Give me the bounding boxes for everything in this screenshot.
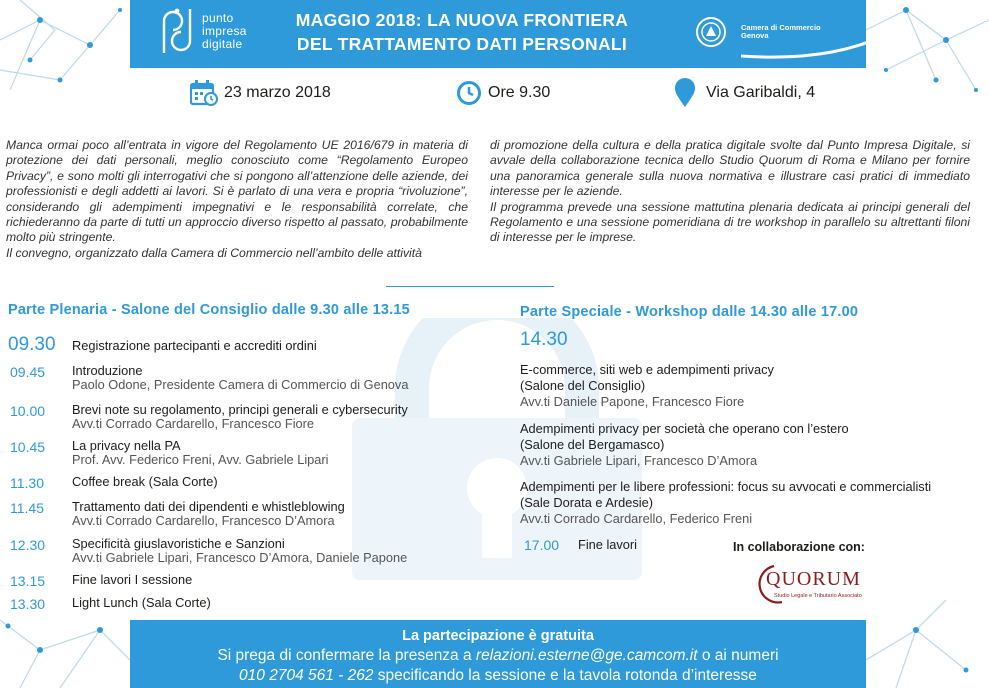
agenda-time: 13.15 [10, 573, 46, 589]
footer-rsvp-line [130, 646, 866, 666]
circuit-decoration-bottom-right [866, 600, 989, 688]
workshop-title: Adempimenti privacy per società che operano con l’estero [520, 421, 849, 436]
intro-right-column [490, 138, 970, 246]
agenda-time: 13.30 [10, 596, 46, 612]
camera-di-commercio-logo [695, 16, 821, 48]
agenda-item [8, 596, 211, 612]
agenda-title: Coffee break (Sala Corte) [72, 474, 218, 489]
agenda-title: Trattamento dati dei dipendenti e whistleblowing [72, 499, 345, 514]
location-pin-icon [674, 78, 696, 108]
punto-impresa-digitale-logo [160, 7, 247, 55]
workshop-item [520, 421, 849, 469]
quorum-name: QUORUM [766, 568, 861, 590]
page-title-line-2: DEL TRATTAMENTO DATI PERSONALI [296, 34, 628, 54]
agenda-time: 09.30 [8, 334, 56, 355]
quorum-tagline: Studio Legale e Tributario Associato [774, 593, 862, 599]
agenda-time: 11.45 [10, 500, 44, 516]
circuit-decoration-top-left [0, 0, 130, 100]
agenda-title: Specificità giuslavoristiche e Sanzioni [72, 536, 285, 551]
agenda-time: 10.00 [10, 403, 46, 419]
agenda-time: 10.45 [10, 439, 46, 455]
event-location-text: Via Garibaldi, 4 [706, 84, 816, 101]
agenda-speakers: Paolo Odone, Presidente Camera di Commercio di Genova [72, 377, 409, 392]
footer-free-entry: La partecipazione è gratuita [402, 628, 594, 644]
footer-phone-numbers[interactable]: 010 2704 561 - 262 [239, 667, 374, 684]
chamber-swoosh-icon [737, 31, 887, 60]
workshop-room: (Sale Dorata e Ardesie) [520, 495, 654, 510]
agenda-item [8, 403, 408, 431]
footer-phone-line [130, 666, 866, 686]
workshop-room: (Salone del Consiglio) [520, 378, 646, 393]
intro-paragraph-3: di promozione della cultura e della pratica digitale svolte dal Punto Impresa Digitale, si avvale della collaborazione tecnica dello Studio Quorum di Roma e Milano per fornire una panoramica generale sulla nuova normativa e illustrare casi pratici di immediato interesse per le aziende. [490, 138, 970, 199]
footer-phone-suffix: specificando la sessione e la tavola rotonda d’interesse [373, 667, 757, 684]
event-time [456, 78, 550, 108]
agenda-title: Brevi note su regolamento, principi generali e cybersecurity [72, 402, 408, 417]
footer-banner [130, 620, 866, 688]
workshop-speakers: Avv.ti Daniele Papone, Francesco Fiore [520, 394, 745, 409]
brand-line-1: punto [202, 10, 234, 25]
agenda-item [8, 364, 408, 392]
agenda-title: La privacy nella PA [72, 438, 181, 453]
footer-rsvp-prefix: Si prega di confermare la presenza a [217, 647, 476, 664]
chamber-name-line-2: Genova [741, 31, 769, 40]
agenda-item [8, 475, 218, 491]
agenda-time: 09.45 [10, 364, 46, 380]
header-banner [130, 0, 866, 68]
agenda-title: Introduzione [72, 363, 143, 378]
quorum-logo [752, 562, 872, 606]
agenda-time: 12.30 [10, 537, 46, 553]
workshop-title: E-commerce, siti web e adempimenti privacy [520, 362, 774, 377]
intro-paragraph-2: Il convegno, organizzato dalla Camera di Commercio nell’ambito delle attività [6, 245, 422, 260]
event-date-text: 23 marzo 2018 [224, 84, 331, 101]
workshop-heading: Parte Speciale - Workshop dalle 14.30 alle 17.00 [520, 304, 859, 320]
agenda-item [8, 439, 329, 467]
workshop-title: Adempimenti per le libere professioni: focus su avvocati e commercialisti [520, 479, 932, 494]
event-time-text: Ore 9.30 [488, 84, 551, 101]
agenda-speakers: Prof. Avv. Federico Freni, Avv. Gabriele Lipari [72, 452, 329, 467]
collaboration-label: In collaborazione con: [733, 540, 865, 554]
intro-left-column [6, 138, 468, 261]
workshop-speakers: Avv.ti Corrado Cardarello, Federico Freni [520, 511, 753, 526]
footer-rsvp-suffix: o ai numeri [697, 647, 779, 664]
clock-icon [456, 80, 482, 106]
event-date [190, 78, 331, 108]
page-title [280, 8, 644, 56]
agenda-speakers: Avv.ti Corrado Cardarello, Francesco Fiore [72, 416, 315, 431]
agenda-speakers: Avv.ti Gabriele Lipari, Francesco D’Amora, Daniele Papone [72, 550, 408, 565]
agenda-title: Registrazione partecipanti e accrediti ordini [72, 338, 317, 353]
page-title-line-1: MAGGIO 2018: LA NUOVA FRONTIERA [295, 10, 629, 30]
workshop-end [524, 537, 637, 553]
workshop-room: (Salone del Bergamasco) [520, 437, 665, 452]
workshop-start-time: 14.30 [520, 329, 568, 350]
agenda-title: Light Lunch (Sala Corte) [72, 595, 211, 610]
workshop-end-label: Fine lavori [578, 537, 638, 552]
chamber-seal-icon [695, 16, 727, 48]
intro-paragraph-4: Il programma prevede una sessione mattutina plenaria dedicata ai principi generali del Regolamento e una sessione pomeridiana di tre workshop in parallelo su altrettanti filoni di interesse per le imprese. [490, 199, 970, 245]
intro-paragraph-1: Manca ormai poco all’entrata in vigore del Regolamento UE 2016/679 in materia di protezione dei dati personali, meglio conosciuto come “Regolamento Europeo Privacy”, e sono molti gli interrogativi che si pongono all’attenzione delle aziende, dei professionisti e degli addetti ai lavori. Si è parlato di una vera e propria “rivoluzione”, considerando gli adempimenti impegnativi e le responsabilità correlate, che richiederanno da parte di tutti un approccio diverso rispetto al passato, probabilmente molto più stringente. [6, 138, 468, 245]
brand-line-3: digitale [202, 36, 243, 51]
calendar-icon [190, 80, 218, 106]
agenda-item [8, 500, 345, 528]
agenda-item [8, 334, 317, 356]
event-location [674, 78, 815, 108]
agenda-item [8, 537, 407, 565]
brand-line-2: impresa [202, 23, 247, 38]
plenary-heading: Parte Plenaria - Salone del Consiglio dalle 9.30 alle 13.15 [8, 302, 410, 318]
chamber-name-line-1: Camera di Commercio [741, 23, 821, 32]
workshop-item [520, 362, 774, 410]
workshop-end-time: 17.00 [524, 537, 560, 553]
agenda-speakers: Avv.ti Corrado Cardarello, Francesco D’Amora [72, 513, 335, 528]
agenda-item [8, 573, 192, 589]
pid-logo-icon [160, 7, 194, 55]
circuit-decoration-bottom-left [0, 600, 130, 688]
agenda-time: 11.30 [10, 475, 44, 491]
workshop-speakers: Avv.ti Gabriele Lipari, Francesco D’Amora [520, 453, 758, 468]
agenda-title: Fine lavori I sessione [72, 572, 193, 587]
footer-email-link[interactable]: relazioni.esterne@ge.camcom.it [475, 647, 698, 664]
workshop-item [520, 479, 988, 527]
intro-divider [386, 286, 554, 287]
